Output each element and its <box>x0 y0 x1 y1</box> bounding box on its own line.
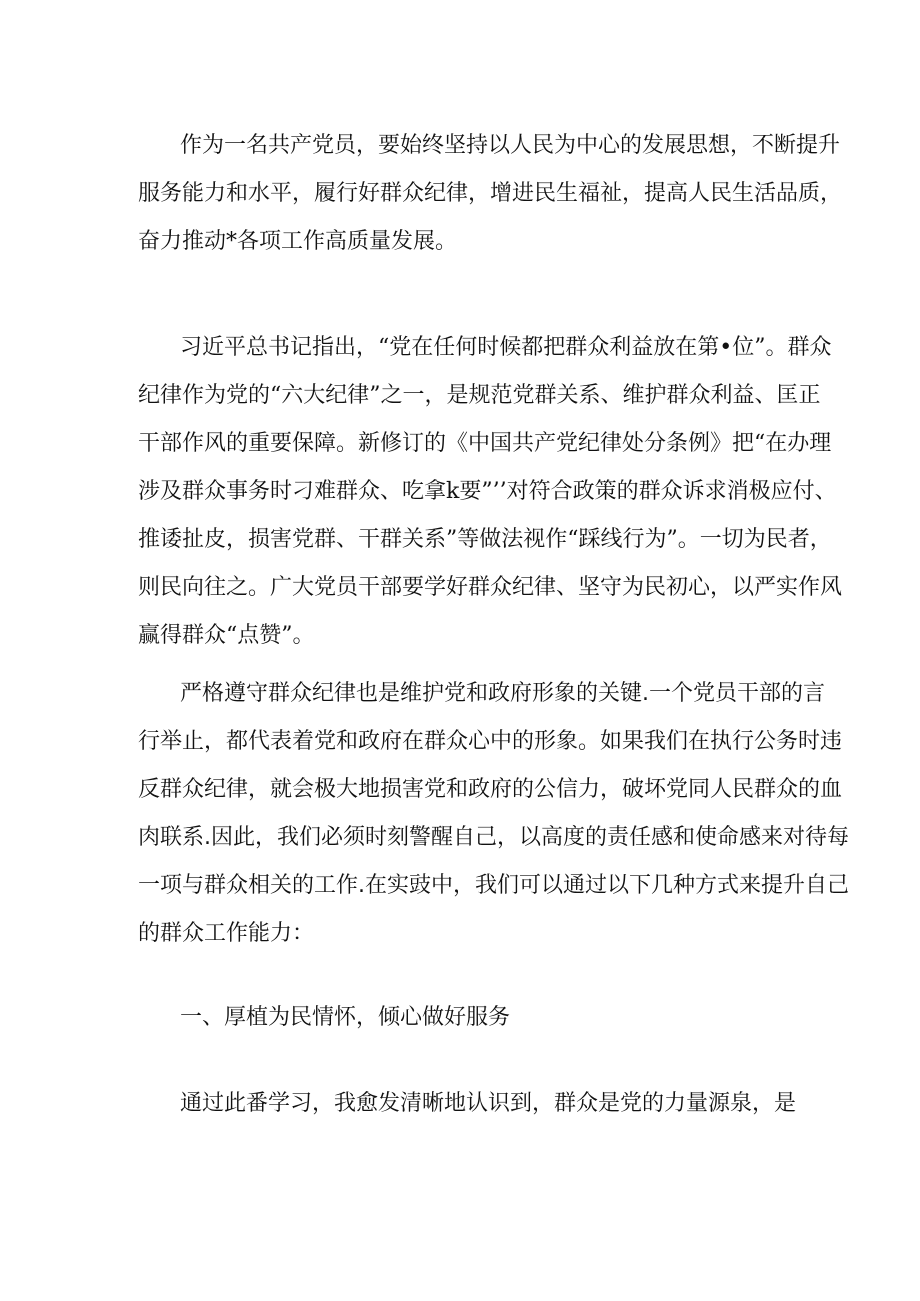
text-line: 作为一名共产党员，要始终坚持以人民为中心的发展思想，不断提升 <box>180 133 841 158</box>
text-line: 反群众纪律，就会极大地损害党和政府的公信力，破坏党同人民群众的血 <box>138 777 843 802</box>
section-heading <box>138 994 800 1042</box>
text-line: 干部作风的重要保障。新修订的《中国共产党纪律处分条例》把“在办理 <box>138 431 832 456</box>
text-line: 服务能力和水平，履行好群众纪律，增进民生福祉，提高人民生活品质， <box>138 181 843 206</box>
text-line: 行举止，都代表着党和政府在群众心中的形象。如果我们在执行公务时违 <box>138 729 843 754</box>
text-line: 肉联系.因此，我们必须时刻警醒自己，以高度的责任感和使命感来对待每 <box>138 825 849 850</box>
heading-line: 一、厚植为民情怀，倾心做好服务 <box>180 1005 511 1030</box>
text-line: 严格遵守群众纪律也是维护党和政府形象的关键.一个党员干部的言 <box>180 681 825 706</box>
text-line: 的群众工作能力： <box>138 921 315 946</box>
paragraph-3 <box>138 670 849 958</box>
text-line: 纪律作为党的“六大纪律”之一，是规范党群关系、维护群众利益、匡正 <box>138 383 821 408</box>
text-line: 奋力推动*各项工作高质量发展。 <box>138 229 458 254</box>
text-line: 习近平总书记指出，“党在任何时候都把群众利益放在第•位”。群众 <box>180 335 832 360</box>
text-line: 赢得群众“点赞”。 <box>138 623 315 648</box>
text-line: 通过此番学习，我愈发清晰地认识到，群众是党的力量源泉，是 <box>180 1091 797 1116</box>
paragraph-4 <box>138 1080 800 1128</box>
paragraph-2 <box>138 324 843 660</box>
text-line: 一项与群众相关的工作.在实豉中，我们可以通过以下几种方式来提升自己 <box>138 873 849 898</box>
paragraph-1 <box>138 122 843 266</box>
text-line: 推诿扯皮，损害党群、干群关系”等做法视作“踩线行为”。一切为民者， <box>138 527 832 552</box>
text-line: 则民向往之。广大党员干部要学好群众纪律、坚守为民初心，以严实作风 <box>138 575 843 600</box>
text-line: 涉及群众事务时刁难群众、吃拿k要”’’对符合政策的群众诉求消极应付、 <box>138 479 837 504</box>
